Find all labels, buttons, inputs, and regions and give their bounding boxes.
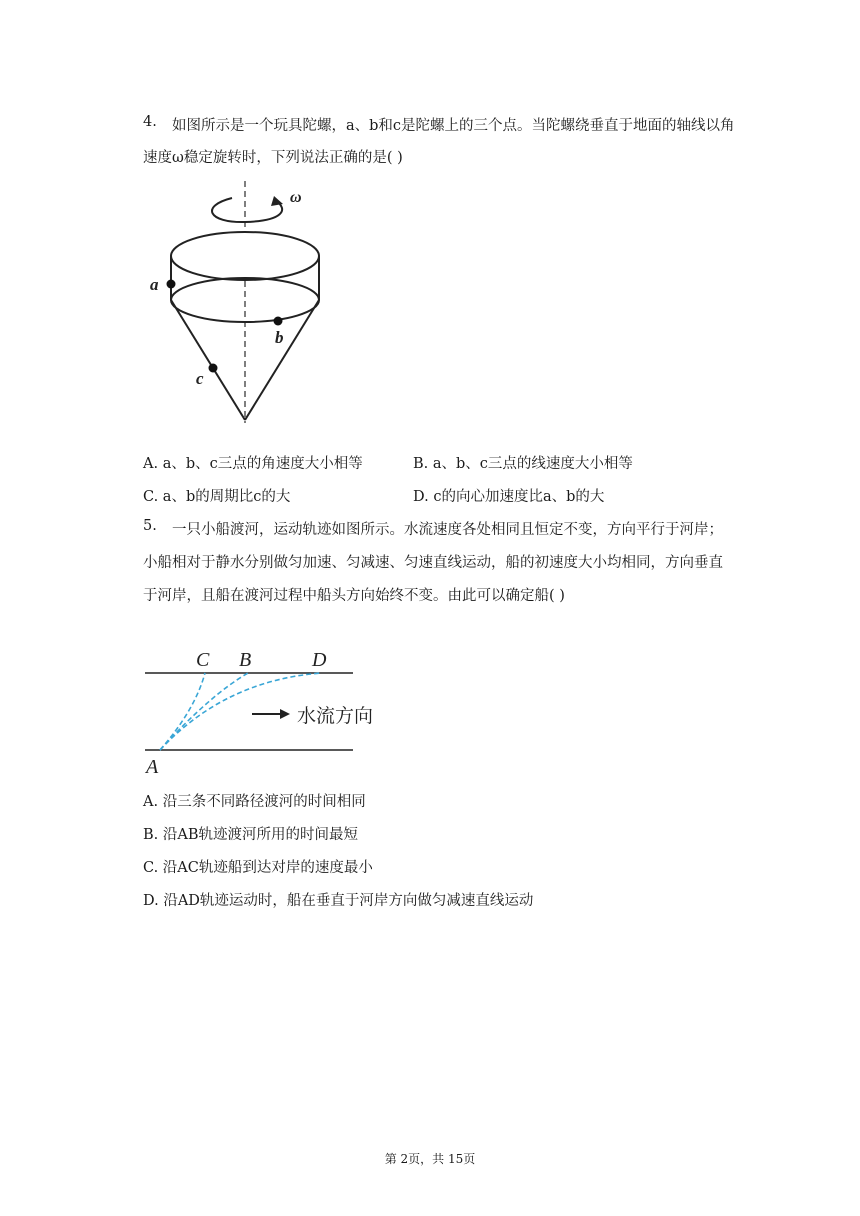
- q4-option-c-text: a、b的周期比c的大: [162, 489, 291, 505]
- q5-option-b-text: 沿AB轨迹渡河所用的时间最短: [162, 827, 359, 843]
- q4-stem-line1: 如图所示是一个玩具陀螺，a、b和c是陀螺上的三个点。当陀螺绕垂直于地面的轴线以角: [172, 118, 735, 134]
- q4-option-d: [413, 485, 604, 506]
- q5-option-c-text: 沿AC轨迹船到达对岸的速度最小: [162, 860, 373, 876]
- q5-stem-line2: 小船相对于静水分别做匀加速、匀减速、匀速直线运动，船的初速度大小均相同，方向垂直: [143, 555, 723, 571]
- point-A-label: A: [146, 756, 159, 778]
- q4-option-c-letter: C.: [143, 489, 159, 505]
- q5-option-d: [143, 889, 533, 910]
- q5-option-a-text: 沿三条不同路径渡河的时间相同: [162, 794, 366, 810]
- q5-option-b-letter: B.: [143, 827, 159, 843]
- q5-option-b: [143, 823, 358, 844]
- q4-option-b-letter: B.: [413, 456, 429, 472]
- q5-option-c: [143, 856, 373, 877]
- point-c-label: c: [196, 369, 204, 388]
- q4-option-b: [413, 452, 633, 473]
- q5-stem-line3: 于河岸，且船在渡河过程中船头方向始终不变。由此可以确定船( ): [143, 588, 565, 604]
- spinning-top-figure: [140, 178, 340, 428]
- point-b-label: b: [275, 328, 284, 347]
- q5-option-d-text: 沿AD轨迹运动时，船在垂直于河岸方向做匀减速直线运动: [163, 893, 534, 909]
- q4-option-c: [143, 485, 290, 506]
- water-flow-label: 水流方向: [297, 705, 374, 727]
- river-crossing-figure: [140, 640, 390, 780]
- q4-option-a-text: a、b、c三点的角速度大小相等: [162, 456, 363, 472]
- page-footer: 第 2页，共 15页: [384, 1152, 476, 1166]
- point-C-label: C: [196, 649, 210, 671]
- q5-option-a-letter: A.: [143, 794, 159, 810]
- point-B-label: B: [239, 649, 252, 671]
- q4-number: 4.: [143, 114, 157, 130]
- q5-option-d-letter: D.: [143, 893, 159, 909]
- q4-option-d-text: c的向心加速度比a、b的大: [433, 489, 605, 505]
- q5-number: 5.: [143, 518, 157, 534]
- point-D-label: D: [312, 649, 327, 671]
- q5-stem-line1: 一只小船渡河，运动轨迹如图所示。水流速度各处相同且恒定不变，方向平行于河岸；: [172, 522, 723, 538]
- omega-label: ω: [290, 189, 302, 206]
- q4-stem-line2: 速度ω稳定旋转时，下列说法正确的是( ): [143, 150, 403, 166]
- point-a-label: a: [150, 275, 159, 294]
- q5-option-c-letter: C.: [143, 860, 159, 876]
- q5-option-a: [143, 790, 366, 811]
- q4-option-b-text: a、b、c三点的线速度大小相等: [432, 456, 633, 472]
- q4-option-a-letter: A.: [143, 456, 159, 472]
- q4-option-d-letter: D.: [413, 489, 429, 505]
- q4-option-a: [143, 452, 363, 473]
